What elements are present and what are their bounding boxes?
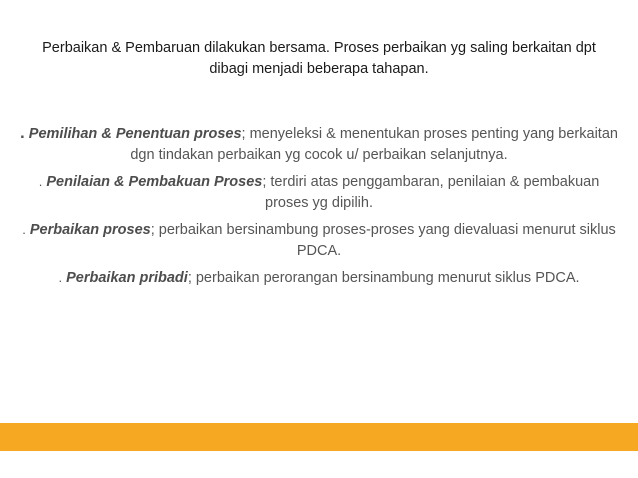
bullet: . [58, 270, 63, 285]
list-item [20, 267, 618, 289]
bullet: . [20, 123, 25, 142]
point-term: Perbaikan proses [29, 222, 151, 238]
point-text: ; menyeleksi & menentukan proses penting yang berkaitan dgn tindakan perbaikan yg cocok u/ perbaikan selanjutnya. [130, 126, 618, 163]
list-item [20, 122, 618, 166]
list-item [20, 171, 618, 214]
bullet: . [22, 222, 26, 237]
point-text: ; perbaikan perorangan bersinambung menurut siklus PDCA. [187, 270, 580, 286]
footer-accent-bar [0, 423, 638, 451]
point-term: Penilaian & Pembakuan Proses [46, 174, 263, 190]
slide-title: Perbaikan & Pembaruan dilakukan bersama. Proses perbaikan yg saling berkaitan dpt dibagi menjadi beberapa tahapan. [42, 40, 596, 77]
list-item [20, 219, 618, 262]
slide-body [20, 122, 618, 294]
point-term: Perbaikan pribadi [66, 270, 188, 286]
point-text: ; terdiri atas penggambaran, penilaian & pembakuan proses yg dipilih. [262, 174, 600, 211]
bullet: . [38, 174, 43, 189]
point-term: Pemilihan & Penentuan proses [28, 126, 242, 142]
point-text: ; perbaikan bersinambung proses-proses yang dievaluasi menurut siklus PDCA. [150, 222, 616, 259]
